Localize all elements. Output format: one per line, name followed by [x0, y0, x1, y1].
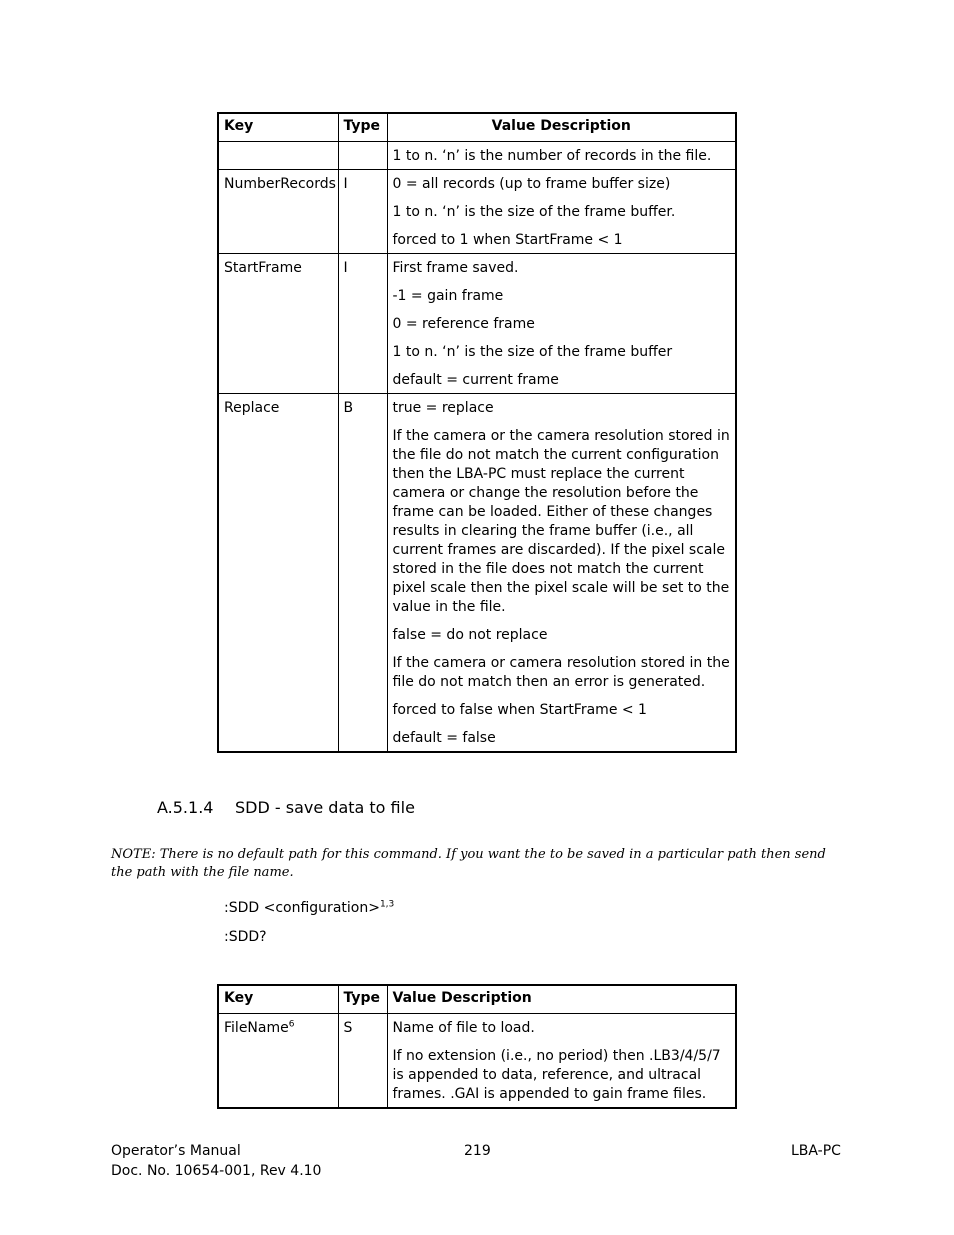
value-paragraph: If the camera or camera resolution stored in the file do not match then an error is generated.	[392, 655, 730, 690]
column-header-key: Key	[218, 113, 338, 142]
cell-type: B	[338, 394, 387, 753]
note-text: NOTE: There is no default path for this command. If you want the to be saved in a particular path then send the path with the file name.	[111, 847, 826, 880]
command-set-syntax: :SDD <configuration>$^{1,3}$	[224, 899, 395, 916]
value-paragraph: true = replace	[392, 400, 494, 416]
value-paragraph: default = false	[392, 730, 496, 746]
cell-type: S	[338, 1014, 387, 1109]
cell-type: I	[338, 170, 387, 254]
cell-key: Replace	[218, 394, 338, 753]
footer-left	[111, 1141, 321, 1181]
table-row	[218, 170, 736, 254]
cell-value-description	[387, 394, 736, 753]
value-paragraph: 1 to n. ‘n’ is the number of records in the file.	[392, 148, 712, 164]
column-header-value-description: Value Description	[387, 985, 736, 1014]
value-paragraph: Name of file to load.	[392, 1020, 535, 1036]
column-header-key: Key	[218, 985, 338, 1014]
table-header-row	[218, 113, 736, 142]
table-row	[218, 254, 736, 394]
command-query-syntax: :SDD?	[224, 929, 267, 945]
value-paragraph: -1 = gain frame	[392, 288, 504, 304]
footer-manual-title: Operator’s Manual	[111, 1143, 241, 1159]
value-paragraph: false = do not replace	[392, 627, 548, 643]
column-header-type: Type	[338, 113, 387, 142]
value-paragraph: If no extension (i.e., no period) then .LB3/4/5/7 is appended to data, reference, and ultracal frames. .GAI is appended to gain frame files.	[392, 1048, 721, 1102]
cell-value-description	[387, 254, 736, 394]
section-heading	[157, 798, 415, 817]
footer-product-name: LBA-PC	[791, 1143, 841, 1159]
cell-key: NumberRecords	[218, 170, 338, 254]
cell-value-description	[387, 1014, 736, 1109]
value-paragraph: 1 to n. ‘n’ is the size of the frame buffer.	[392, 204, 676, 220]
footnote-ref: 6	[288, 1019, 295, 1030]
value-paragraph: 0 = reference frame	[392, 316, 535, 332]
section-number: A.5.1.4	[157, 798, 214, 817]
footer-doc-number: Doc. No. 10654-001, Rev 4.10	[111, 1163, 322, 1179]
sdd-parameters-table	[217, 984, 737, 1109]
table-header-row	[218, 985, 736, 1014]
cell-value-description	[387, 142, 736, 170]
cell-value-description	[387, 170, 736, 254]
value-paragraph: First frame saved.	[392, 260, 519, 276]
value-paragraph: default = current frame	[392, 372, 559, 388]
column-header-value-description: Value Description	[387, 113, 736, 142]
value-paragraph: forced to 1 when StartFrame < 1	[392, 232, 623, 248]
table-row	[218, 142, 736, 170]
cell-type	[338, 142, 387, 170]
section-title: SDD - save data to file	[235, 798, 415, 817]
cell-key: FileName$^6$	[218, 1014, 338, 1109]
column-header-type: Type	[338, 985, 387, 1014]
table-row	[218, 1014, 736, 1109]
value-paragraph: If the camera or the camera resolution stored in the file do not match the current configuration then the LBA-PC must replace the current camera or change the resolution before the frame can be loaded. Either of these changes results in clearing the frame buffer (i.e., all current frames are discarded). If the pixel scale stored in the file does not match the current pixel scale then the pixel scale will be set to the value in the file.	[392, 428, 730, 615]
cell-type: I	[338, 254, 387, 394]
footnote-ref: 1,3	[379, 899, 395, 910]
cell-key	[218, 142, 338, 170]
value-paragraph: 1 to n. ‘n’ is the size of the frame buffer	[392, 344, 673, 360]
value-paragraph: forced to false when StartFrame < 1	[392, 702, 647, 718]
cell-key: StartFrame	[218, 254, 338, 394]
page-number: 219	[464, 1143, 491, 1159]
value-paragraph: 0 = all records (up to frame buffer size)	[392, 176, 671, 192]
parameters-table-continued	[217, 112, 737, 753]
table-row	[218, 394, 736, 753]
